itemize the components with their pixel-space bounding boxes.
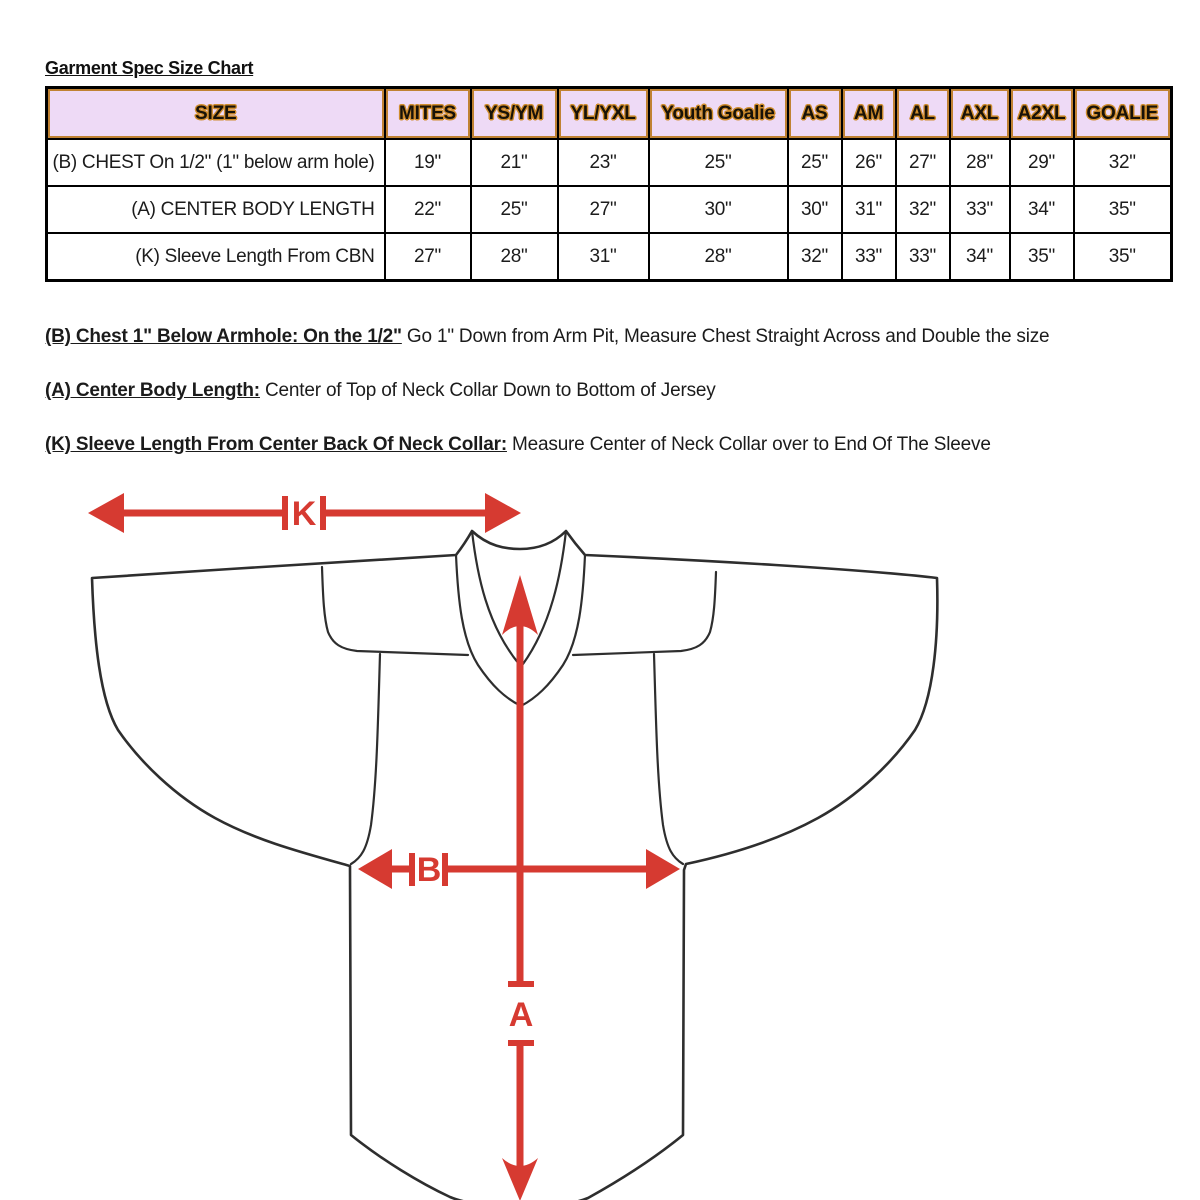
cell-sleeve-as: 32" bbox=[788, 233, 842, 281]
cell-sleeve-axl: 34" bbox=[950, 233, 1010, 281]
cell-chest-youth-goalie: 25" bbox=[649, 139, 788, 186]
cell-sleeve-am: 33" bbox=[842, 233, 896, 281]
cell-sleeve-youth-goalie: 28" bbox=[649, 233, 788, 281]
cell-length-axl: 33" bbox=[950, 186, 1010, 233]
note-sleeve-lead: (K) Sleeve Length From Center Back Of Neck Collar: bbox=[45, 434, 507, 455]
cell-length-as: 30" bbox=[788, 186, 842, 233]
col-header-goalie: GOALIE bbox=[1074, 88, 1172, 140]
note-chest bbox=[45, 326, 1049, 348]
header-row bbox=[47, 88, 1172, 140]
col-header-ylyxl: YL/YXL bbox=[558, 88, 649, 140]
arrowhead-right-icon bbox=[485, 493, 521, 533]
measure-arrow-k bbox=[88, 493, 521, 533]
cell-chest-al: 27" bbox=[896, 139, 950, 186]
cell-chest-am: 26" bbox=[842, 139, 896, 186]
table-row-body-length bbox=[47, 186, 1172, 233]
cell-chest-mites: 19" bbox=[385, 139, 471, 186]
row-label-body-length: (A) CENTER BODY LENGTH bbox=[47, 186, 385, 233]
table-row-chest bbox=[47, 139, 1172, 186]
note-body-length-lead: (A) Center Body Length: bbox=[45, 380, 260, 401]
cell-length-am: 31" bbox=[842, 186, 896, 233]
cell-sleeve-goalie: 35" bbox=[1074, 233, 1172, 281]
col-header-am: AM bbox=[842, 88, 896, 140]
cell-chest-goalie: 32" bbox=[1074, 139, 1172, 186]
cell-sleeve-ysym: 28" bbox=[471, 233, 558, 281]
note-chest-text: Go 1" Down from Arm Pit, Measure Chest Straight Across and Double the size bbox=[401, 326, 1050, 347]
arrowhead-left-icon bbox=[88, 493, 124, 533]
cell-length-al: 32" bbox=[896, 186, 950, 233]
col-header-al: AL bbox=[896, 88, 950, 140]
cell-chest-ysym: 21" bbox=[471, 139, 558, 186]
page-title: Garment Spec Size Chart bbox=[45, 58, 254, 78]
col-header-mites: MITES bbox=[385, 88, 471, 140]
col-header-size: SIZE bbox=[47, 88, 385, 140]
row-label-chest: (B) CHEST On 1/2" (1" below arm hole) bbox=[47, 139, 385, 186]
col-header-a2xl: A2XL bbox=[1010, 88, 1074, 140]
cell-sleeve-mites: 27" bbox=[385, 233, 471, 281]
cell-length-youth-goalie: 30" bbox=[649, 186, 788, 233]
col-header-axl: AXL bbox=[950, 88, 1010, 140]
cell-length-ylyxl: 27" bbox=[558, 186, 649, 233]
cell-sleeve-a2xl: 35" bbox=[1010, 233, 1074, 281]
size-chart-table bbox=[45, 86, 1173, 282]
table-row-sleeve bbox=[47, 233, 1172, 281]
label-a: A bbox=[508, 996, 534, 1034]
cell-chest-a2xl: 29" bbox=[1010, 139, 1074, 186]
cell-length-goalie: 35" bbox=[1074, 186, 1172, 233]
col-header-youth-goalie: Youth Goalie bbox=[649, 88, 788, 140]
note-sleeve bbox=[45, 434, 991, 456]
row-label-sleeve: (K) Sleeve Length From CBN bbox=[47, 233, 385, 281]
note-chest-lead: (B) Chest 1" Below Armhole: On the 1/2" bbox=[45, 326, 402, 347]
cell-length-mites: 22" bbox=[385, 186, 471, 233]
note-body-length bbox=[45, 380, 716, 402]
cell-length-a2xl: 34" bbox=[1010, 186, 1074, 233]
label-b: B bbox=[416, 851, 442, 889]
jersey-diagram bbox=[0, 460, 1200, 1200]
cell-chest-axl: 28" bbox=[950, 139, 1010, 186]
cell-chest-as: 25" bbox=[788, 139, 842, 186]
col-header-as: AS bbox=[788, 88, 842, 140]
cell-length-ysym: 25" bbox=[471, 186, 558, 233]
cell-chest-ylyxl: 23" bbox=[558, 139, 649, 186]
label-k: K bbox=[291, 495, 317, 533]
cell-sleeve-al: 33" bbox=[896, 233, 950, 281]
cell-sleeve-ylyxl: 31" bbox=[558, 233, 649, 281]
col-header-ysym: YS/YM bbox=[471, 88, 558, 140]
note-sleeve-text: Measure Center of Neck Collar over to End Of The Sleeve bbox=[506, 434, 991, 455]
note-body-length-text: Center of Top of Neck Collar Down to Bottom of Jersey bbox=[259, 380, 716, 401]
